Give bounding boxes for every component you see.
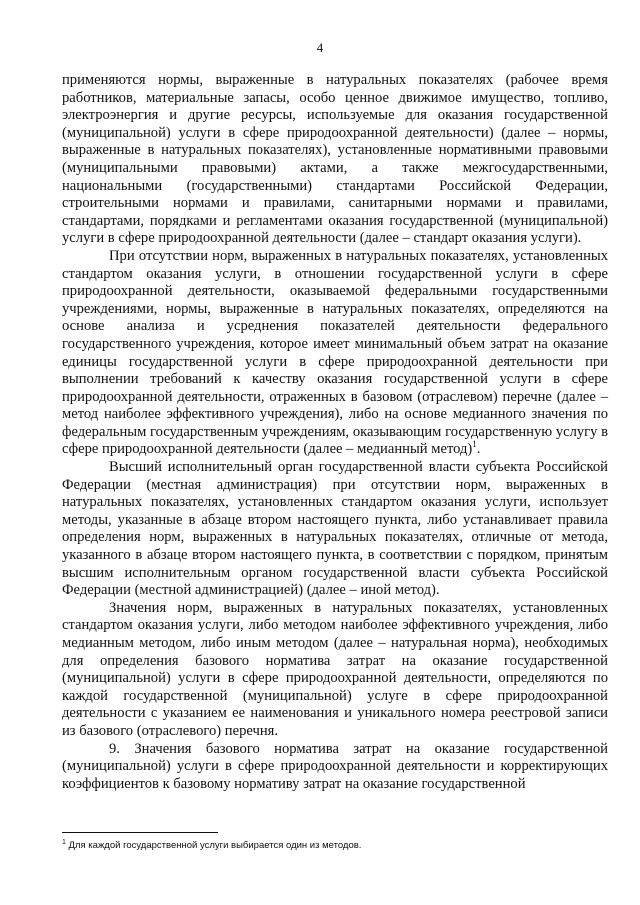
page-number: 4 [316, 40, 324, 55]
body-text [62, 72, 608, 793]
paragraph-5: 9. Значения базового норматива затрат на оказание государственной (муниципальной) услуги в сфере природоохранной деятельности и корректирующих коэффициентов к базовому нормативу затрат на оказание государственной [62, 740, 608, 792]
paragraph-4: Значения норм, выраженных в натуральных показателях, установленных стандартом оказания услуги, либо методом наиболее эффективного учреждения, либо медианным методом, либо иным методом (далее – натуральная норма), необходимых для определения базового норматива затрат на оказание государственной (муниципальной) услуги в сфере природоохранной деятельности, определяются по каждой государственной (муниципальной) услуге в сфере природоохранной деятельности с указанием ее наименования и уникального номера реестровой записи из базового (отраслевого) перечня. [62, 599, 608, 739]
footnote-text: Для каждой государственной услуги выбирается один из методов. [65, 840, 362, 851]
footnote-divider [62, 832, 218, 833]
paragraph-2-end: . [476, 441, 481, 458]
footnote [62, 840, 608, 852]
paragraph-1: применяются нормы, выраженные в натуральных показателях (рабочее время работников, материальные запасы, особо ценное движимое имущество, топливо, электроэнергия и другие ресурсы, используемые для оказания государственной (муниципальной) услуги в сфере природоохранной деятельности) (далее – нормы, выраженные в натуральных показателях), установленные нормативными правовыми (муниципальными правовыми) актами, а также межгосударственными, национальными (государственными) стандартами Российской Федерации, строительными нормами и правилами, санитарными нормами и правилами, стандартами, порядками и регламентами оказания государственной (муниципальной) услуги в сфере природоохранной деятельности (далее – стандарт оказания услуги). [62, 72, 608, 247]
paragraph-2-text: При отсутствии норм, выраженных в натуральных показателях, установленных стандартом оказания услуги, в отношении государственной услуги в сфере природоохранной деятельности, оказываемой федеральными государственными учреждениями, нормы, выраженные в натуральных показателях, определяются на основе анализа и усреднения показателей деятельности федерального государственного учреждения, которое имеет минимальный объем затрат на оказание единицы государственной услуги в сфере природоохранной деятельности при выполнении требований к качеству оказания государственной услуги в сфере природоохранной деятельности, отраженных в базовом (отраслевом) перечне (далее – метод наиболее эффективного учреждения), либо на основе медианного значения по федеральным государственным учреждениям, оказывающим государственную услугу в сфере природоохранной деятельности (далее – медианный метод) [62, 247, 608, 458]
paragraph-2 [62, 248, 608, 459]
footnote-marker: 1 [62, 838, 66, 846]
footnote-reference: 1 [472, 439, 477, 450]
paragraph-3: Высший исполнительный орган государственной власти субъекта Российской Федерации (местная администрация) при отсутствии норм, выраженных в натуральных показателях, установленных стандартом оказания услуги, использует методы, указанные в абзаце втором настоящего пункта, либо устанавливает правила определения норм, выраженных в натуральных показателях, отличные от метода, указанного в абзаце втором настоящего пункта, в соответствии с порядком, принятым высшим исполнительным органом государственной власти субъекта Российской Федерации (местной администрацией) (далее – иной метод). [62, 459, 608, 599]
